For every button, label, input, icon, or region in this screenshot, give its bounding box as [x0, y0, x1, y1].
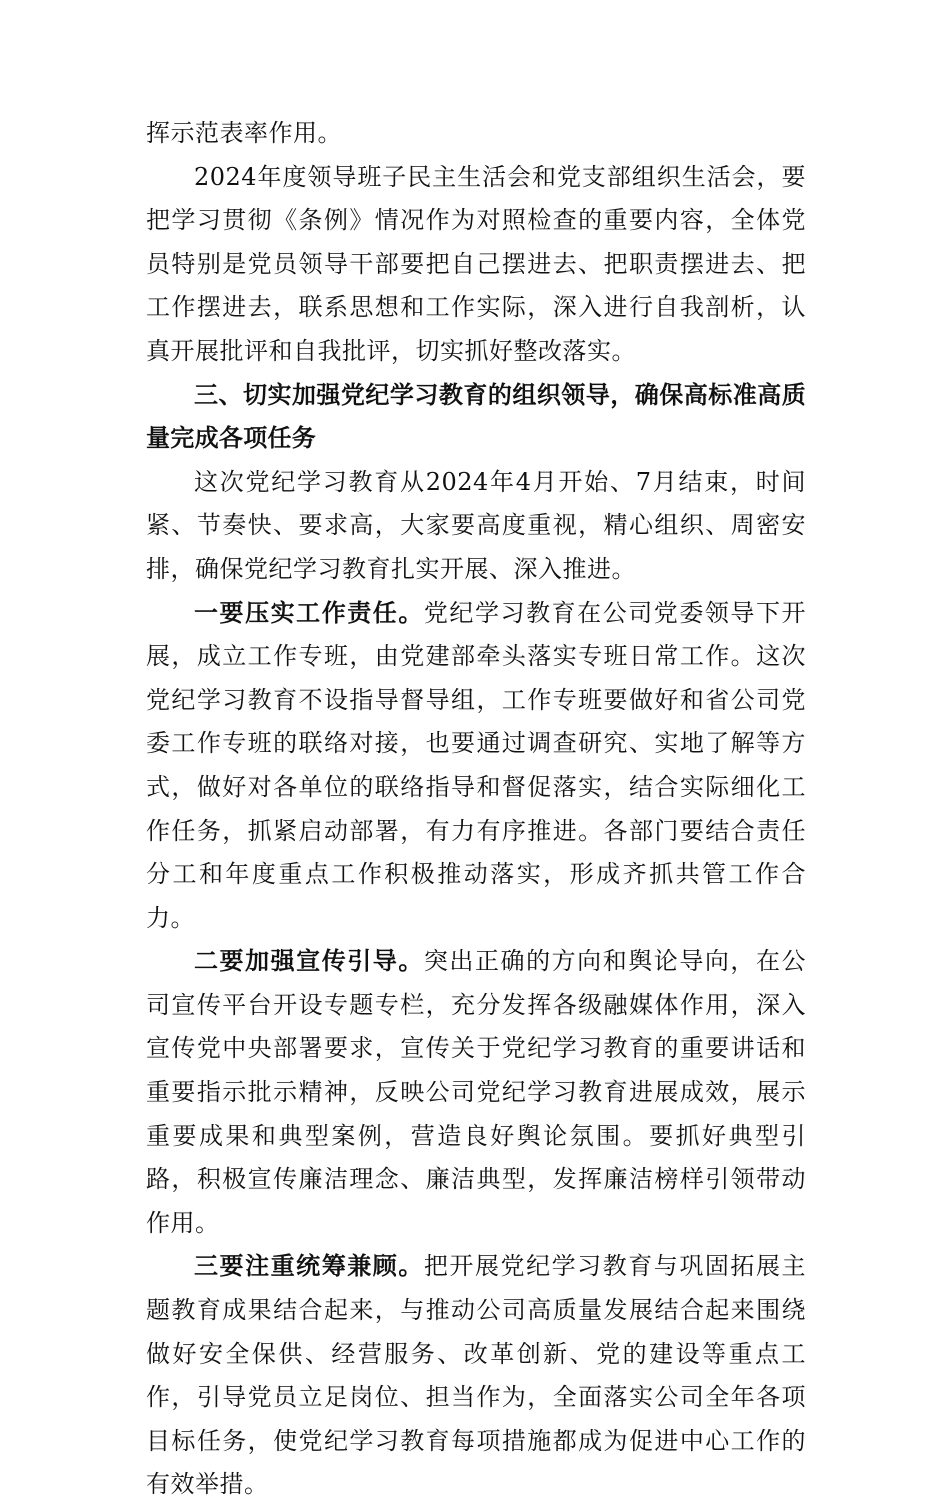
paragraph-item-3 — [146, 1245, 806, 1507]
item-3-lead: 三要注重统筹兼顾。 — [194, 1252, 424, 1281]
section-heading-3: 三、切实加强党纪学习教育的组织领导，确保高标准高质量完成各项任务 — [146, 380, 806, 453]
item-2-body: 突出正确的方向和舆论导向，在公司宣传平台开设专题专栏，充分发挥各级融媒体作用，深入宣传党中央部署要求，宣传关于党纪学习教育的重要讲话和重要指示批示精神，反映公司党纪学习教育进展成效，展示重要成果和典型案例，营造良好舆论氛围。要抓好典型引路，积极宣传廉洁理念、廉洁典型，发挥廉洁榜样引领带动作用。 — [146, 947, 806, 1237]
item-2-lead: 二要加强宣传引导。 — [194, 947, 424, 976]
paragraph-item-1 — [146, 592, 806, 941]
paragraph-timeline: 这次党纪学习教育从2024年4月开始、7月结束，时间紧、节奏快、要求高，大家要高度重视，精心组织、周密安排，确保党纪学习教育扎实开展、深入推进。 — [146, 467, 806, 583]
paragraph-life-meeting: 2024年度领导班子民主生活会和党支部组织生活会，要把学习贯彻《条例》情况作为对照检查的重要内容，全体党员特别是党员领导干部要把自己摆进去、把职责摆进去、把工作摆进去，联系思想和工作实际，深入进行自我剖析，认真开展批评和自我批评，切实抓好整改落实。 — [146, 162, 806, 365]
item-3-body: 把开展党纪学习教育与巩固拓展主题教育成果结合起来，与推动公司高质量发展结合起来围绕做好安全保供、经营服务、改革创新、党的建设等重点工作，引导党员立足岗位、担当作为，全面落实公司全年各项目标任务，使党纪学习教育每项措施都成为促进中心工作的有效举措。 — [146, 1252, 806, 1499]
paragraph-item-2 — [146, 940, 806, 1245]
document-page — [146, 112, 806, 1507]
paragraph-continuation: 挥示范表率作用。 — [146, 119, 342, 147]
item-1-body: 党纪学习教育在公司党委领导下开展，成立工作专班，由党建部牵头落实专班日常工作。这次党纪学习教育不设指导督导组，工作专班要做好和省公司党委工作专班的联络对接，也要通过调查研究、实地了解等方式，做好对各单位的联络指导和督促落实，结合实际细化工作任务，抓紧启动部署，有力有序推进。各部门要结合责任分工和年度重点工作积极推动落实，形成齐抓共管工作合力。 — [146, 598, 806, 932]
item-1-lead: 一要压实工作责任。 — [194, 598, 424, 627]
